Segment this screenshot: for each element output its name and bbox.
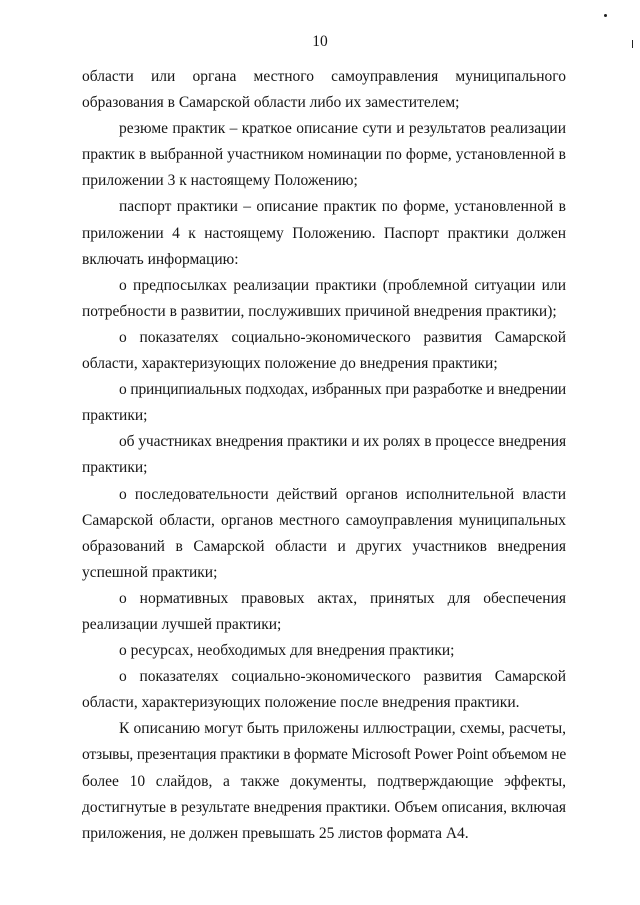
page-number: 10 xyxy=(312,33,328,50)
text-line: приложения, не должен превышать 25 листов формата А4. xyxy=(82,824,469,842)
paragraph xyxy=(82,194,566,272)
paragraph xyxy=(82,429,566,481)
paragraph xyxy=(82,638,566,664)
paragraph xyxy=(82,377,566,429)
text-line: приложении 4 к настоящему Положению. Паспорт практики должен xyxy=(82,224,566,242)
text-line: включать информацию: xyxy=(82,250,239,268)
paragraph xyxy=(82,325,566,377)
text-line: практик в выбранной участником номинации по форме, установленной в xyxy=(82,146,566,164)
text-line: образований в Самарской области и других участников внедрения xyxy=(82,537,566,555)
document-body xyxy=(82,64,566,847)
scan-artifact-dot xyxy=(604,14,607,17)
text-line: резюме практик – краткое описание сути и результатов реализации xyxy=(119,120,566,138)
text-line: отзывы, презентация практики в формате Microsoft Power Point объемом не xyxy=(82,746,566,764)
text-line: о принципиальных подходах, избранных при разработке и внедрении xyxy=(119,381,566,399)
text-line: приложении 3 к настоящему Положению; xyxy=(82,172,358,190)
text-line: о предпосылках реализации практики (проблемной ситуации или xyxy=(119,276,566,294)
text-line: о показателях социально-экономического развития Самарской xyxy=(119,668,566,686)
text-line: образования в Самарской области либо их заместителем; xyxy=(82,94,460,112)
text-line: достигнутые в результате внедрения практики. Объем описания, включая xyxy=(82,798,566,816)
text-line: о показателях социально-экономического развития Самарской xyxy=(119,328,566,346)
text-line: Самарской области, органов местного самоуправления муниципальных xyxy=(82,511,566,529)
text-line: о последовательности действий органов исполнительной власти xyxy=(119,485,566,503)
text-line: реализации лучшей практики; xyxy=(82,615,282,633)
text-line: паспорт практики – описание практик по форме, установленной в xyxy=(119,198,566,216)
text-line: успешной практики; xyxy=(82,563,218,581)
text-line: о нормативных правовых актах, принятых для обеспечения xyxy=(119,589,566,607)
paragraph xyxy=(82,586,566,638)
text-line: К описанию могут быть приложены иллюстрации, схемы, расчеты, xyxy=(119,720,566,738)
text-line: более 10 слайдов, а также документы, подтверждающие эффекты, xyxy=(82,772,566,790)
paragraph xyxy=(82,116,566,194)
paragraph xyxy=(82,64,566,116)
text-line: об участниках внедрения практики и их ролях в процессе внедрения xyxy=(119,433,566,451)
paragraph xyxy=(82,273,566,325)
paragraph xyxy=(82,716,566,846)
text-line: потребности в развитии, послуживших причиной внедрения практики); xyxy=(82,302,557,320)
text-line: области или органа местного самоуправления муниципального xyxy=(82,68,566,85)
text-line: области, характеризующих положение после внедрения практики. xyxy=(82,694,520,712)
text-line: практики; xyxy=(82,459,148,477)
text-line: области, характеризующих положение до внедрения практики; xyxy=(82,355,498,373)
text-line: практики; xyxy=(82,407,148,425)
paragraph xyxy=(82,482,566,586)
paragraph xyxy=(82,664,566,716)
text-line: о ресурсах, необходимых для внедрения практики; xyxy=(119,642,455,660)
